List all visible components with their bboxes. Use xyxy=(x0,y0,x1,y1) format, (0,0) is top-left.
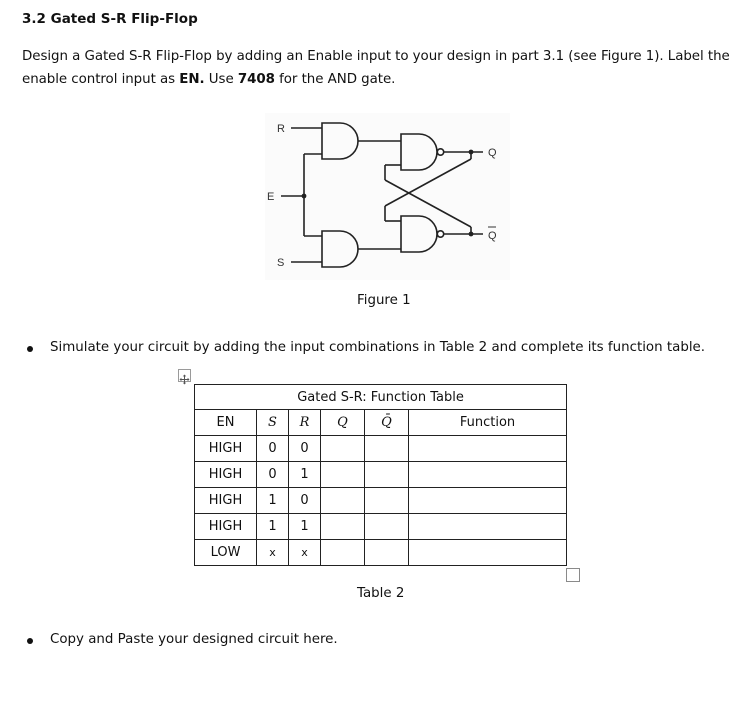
cell-en: HIGH xyxy=(195,462,257,488)
cell-q[interactable] xyxy=(321,514,365,540)
section-heading: 3.2 Gated S-R Flip-Flop xyxy=(22,11,198,27)
function-table xyxy=(194,384,567,566)
cell-r: 0 xyxy=(289,488,321,514)
intro-bold-7408: 7408 xyxy=(237,72,275,87)
bullet-icon xyxy=(27,346,33,352)
nand-bubble-bottom xyxy=(437,231,443,237)
cell-q-bar[interactable] xyxy=(365,540,409,566)
cell-s: 0 xyxy=(257,436,289,462)
cell-function[interactable] xyxy=(409,540,567,566)
cell-q[interactable] xyxy=(321,462,365,488)
cell-r: x xyxy=(289,540,321,566)
header-q-bar: Q̄ xyxy=(365,410,409,436)
cell-en: HIGH xyxy=(195,436,257,462)
figure-caption: Figure 1 xyxy=(357,293,411,308)
and-gate-bottom xyxy=(322,231,358,267)
nand-gate-top xyxy=(401,134,437,170)
cell-q-bar[interactable] xyxy=(365,514,409,540)
intro-bold-en: EN. xyxy=(179,72,205,87)
nand-gate-bottom xyxy=(401,216,437,252)
cell-en: HIGH xyxy=(195,488,257,514)
cell-function[interactable] xyxy=(409,462,567,488)
move-handle-icon[interactable] xyxy=(178,369,191,382)
cell-q-bar[interactable] xyxy=(365,436,409,462)
label-e: E xyxy=(267,191,275,203)
cell-q[interactable] xyxy=(321,436,365,462)
header-r: R xyxy=(289,410,321,436)
table-row xyxy=(195,488,567,514)
table-row xyxy=(195,436,567,462)
label-q-bar: Q xyxy=(488,230,497,242)
cell-function[interactable] xyxy=(409,436,567,462)
intro-line-2 xyxy=(22,72,395,87)
and-gate-top xyxy=(322,123,358,159)
label-r: R xyxy=(277,123,285,135)
cell-en: HIGH xyxy=(195,514,257,540)
header-q: Q xyxy=(321,410,365,436)
cell-r: 1 xyxy=(289,462,321,488)
cell-s: 0 xyxy=(257,462,289,488)
bullet-paste: Copy and Paste your designed circuit here. xyxy=(50,632,338,647)
header-en: EN xyxy=(195,410,257,436)
label-q: Q xyxy=(488,147,497,159)
cell-r: 1 xyxy=(289,514,321,540)
nand-bubble-top xyxy=(437,149,443,155)
cell-q[interactable] xyxy=(321,540,365,566)
move-arrows-icon xyxy=(179,374,190,385)
cell-function[interactable] xyxy=(409,488,567,514)
intro-text: for the AND gate. xyxy=(274,72,396,87)
cell-q-bar[interactable] xyxy=(365,462,409,488)
intro-line-1: Design a Gated S-R Flip-Flop by adding an Enable input to your design in part 3.1 (see Figure 1). Label the xyxy=(22,49,730,64)
cell-s: 1 xyxy=(257,514,289,540)
resize-handle-icon[interactable] xyxy=(566,568,580,582)
cell-q[interactable] xyxy=(321,488,365,514)
header-function: Function xyxy=(409,410,567,436)
label-s: S xyxy=(277,257,285,269)
cell-r: 0 xyxy=(289,436,321,462)
bullet-icon xyxy=(27,638,33,644)
cell-function[interactable] xyxy=(409,514,567,540)
circuit-svg xyxy=(265,113,510,280)
table-row xyxy=(195,540,567,566)
table-row xyxy=(195,514,567,540)
intro-text: Use xyxy=(204,72,238,87)
header-s: S xyxy=(257,410,289,436)
table-row xyxy=(195,462,567,488)
cell-s: 1 xyxy=(257,488,289,514)
cell-q-bar[interactable] xyxy=(365,488,409,514)
table-header-row xyxy=(195,410,567,436)
bullet-simulate: Simulate your circuit by adding the input combinations in Table 2 and complete its function table. xyxy=(50,340,706,355)
table-title: Gated S-R: Function Table xyxy=(195,385,567,410)
cell-en: LOW xyxy=(195,540,257,566)
figure-1-diagram xyxy=(265,113,510,280)
table-caption: Table 2 xyxy=(357,586,405,601)
cell-s: x xyxy=(257,540,289,566)
intro-text: enable control input as xyxy=(22,72,180,87)
